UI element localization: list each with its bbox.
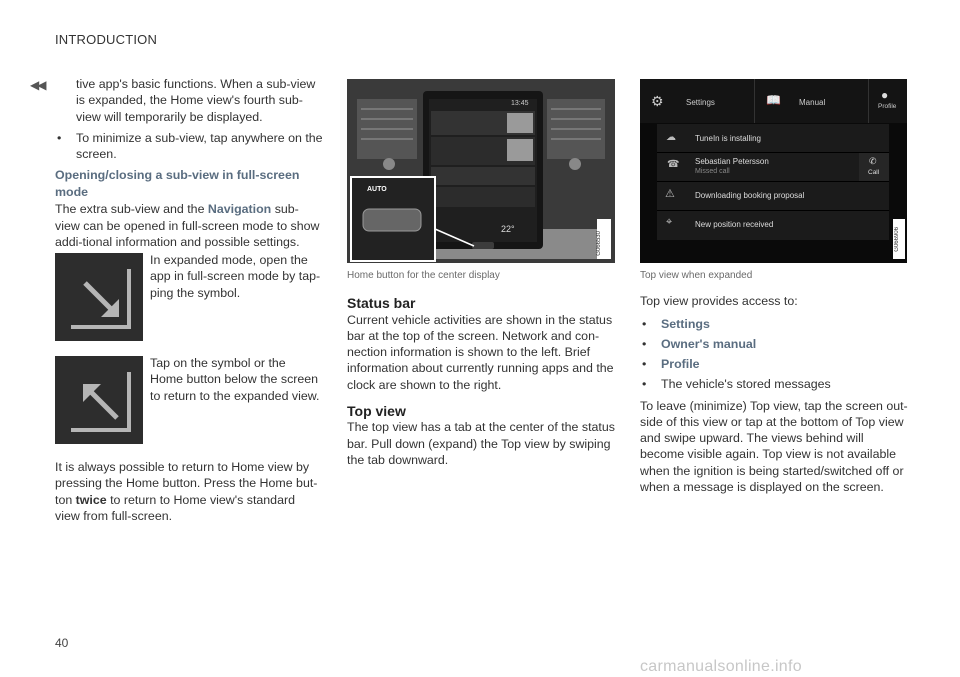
notification-title-3: New position received — [695, 220, 774, 229]
call-button[interactable] — [859, 153, 889, 181]
icon1-description: In expanded mode, open the app in full-screen mode by tap-ping the symbol. — [150, 253, 321, 300]
clock-time: 13:45 — [511, 100, 529, 107]
section-header: INTRODUCTION — [55, 32, 158, 47]
bullet-dot-icon: • — [642, 336, 647, 351]
list-item-messages: • The vehicle's stored messages — [640, 374, 908, 394]
bullet-text: To minimize a sub-view, tap anywhere on the screen. — [76, 130, 323, 162]
caption-home-button: Home button for the center display — [347, 270, 500, 281]
notification-title-0: TuneIn is installing — [695, 134, 761, 143]
list-item-settings — [640, 314, 908, 334]
temperature: 22° — [501, 224, 515, 234]
paragraph-home-button: It is always possible to return to Home view by pressing the Home button. Press the Home but-ton twice to return to Home view's standard view from full-screen. — [55, 460, 318, 523]
notification-sub-1: Missed call — [695, 168, 730, 175]
link-owners-manual[interactable]: Owner's manual — [661, 336, 757, 351]
topview-image — [640, 79, 907, 263]
center-display-image — [347, 79, 615, 263]
phone-icon: ✆ — [869, 156, 877, 166]
column-1 — [55, 76, 323, 250]
paragraph-leave-topview: To leave (minimize) Top view, tap the screen out-side of this view or tap at the bottom of Top view and swipe upward. The views behind will become visible again. Top view is not available when the ignition is being started/switched off or when a message is displayed on the screen. — [640, 398, 908, 495]
cloud-icon: ☁ — [666, 132, 676, 143]
list-item-owners-manual — [640, 334, 908, 354]
heading-top-view: Top view — [347, 403, 406, 420]
link-navigation[interactable]: Navigation — [207, 202, 272, 217]
fullscreen-collapse-icon — [55, 356, 143, 444]
bullet-dot-icon: • — [642, 316, 647, 331]
missed-call-icon: ☎ — [667, 159, 680, 170]
link-settings[interactable]: Settings — [661, 316, 710, 331]
bullet-dot-icon: • — [642, 376, 647, 391]
bold-twice: twice — [75, 492, 107, 507]
call-label: Call — [868, 169, 880, 176]
paragraph-fullscreen: The extra sub-view and the Navigation sub-view can be opened in full-screen mode to show addi-tional information and possible settings. — [55, 202, 320, 250]
topview-settings: Settings — [686, 98, 715, 107]
bullet-dot-icon: • — [642, 356, 647, 371]
paragraph-topview-intro: Top view provides access to: — [640, 294, 798, 309]
caption-top-view: Top view when expanded — [640, 270, 753, 281]
topview-manual: Manual — [799, 98, 826, 107]
column-3 — [640, 268, 908, 495]
paragraph-continued: tive app's basic functions. When a sub-view is expanded, the Home view's fourth sub-view will temporarily be displayed. — [76, 77, 316, 124]
icon2-description: Tap on the symbol or the Home button below the screen to return to the expanded view. — [150, 356, 320, 403]
bullet-minimize — [55, 130, 323, 163]
image-code: G066906 — [894, 227, 900, 252]
notification-title-2: Downloading booking proposal — [695, 191, 805, 200]
column-2 — [347, 268, 615, 468]
continued-marker-icon: ◀◀ — [30, 78, 45, 92]
topview-profile: Profile — [878, 103, 897, 110]
page-number: 40 — [55, 636, 69, 650]
book-icon: 📖 — [766, 93, 781, 107]
paragraph-top-view: The top view has a tab at the center of the status bar. Pull down (expand) the Top view by swiping the tab downward. — [347, 420, 615, 467]
list-item-profile — [640, 354, 908, 374]
notification-title-1: Sebastian Petersson — [695, 157, 769, 166]
watermark: carmanualsonline.info — [640, 658, 802, 675]
auto-label: AUTO — [367, 186, 387, 193]
profile-icon: ● — [881, 88, 889, 102]
gear-icon: ⚙ — [651, 93, 664, 109]
subheading-fullscreen: Opening/closing a sub-view in full-screen mode — [55, 168, 300, 200]
paragraph-status-bar: Current vehicle activities are shown in the status bar at the top of the screen. Network and con-nection information is shown to the left. Brief information about currently running apps and the clock are shown to the right. — [347, 312, 614, 392]
heading-status-bar: Status bar — [347, 295, 416, 312]
crosshair-icon: ⌖ — [666, 216, 673, 228]
warning-icon: ⚠ — [665, 188, 675, 200]
fullscreen-expand-icon — [55, 253, 143, 341]
link-profile[interactable]: Profile — [661, 356, 700, 371]
image-code: G066530 — [596, 231, 602, 256]
bullet-dot-icon: • — [57, 130, 62, 145]
